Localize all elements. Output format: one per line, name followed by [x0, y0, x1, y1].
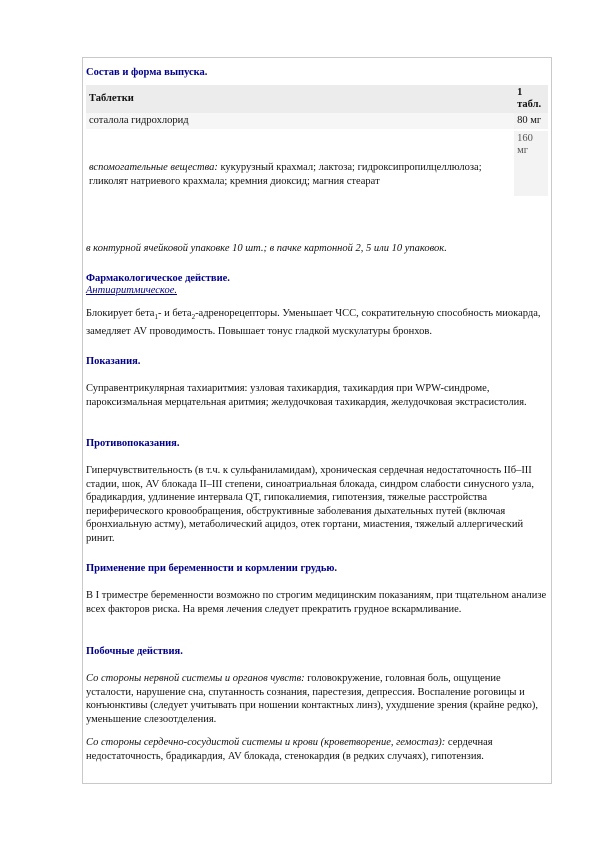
- excipients-text: кукурузный крахмал; лактоза; гидроксипропилцеллюлоза; гликолят натриевого крахмала; кремния диоксид; магния стеарат: [89, 162, 482, 187]
- contraindications-text: Гиперчувствительность (в т.ч. к сульфаниламидам), хроническая сердечная недостаточность IIб–III стадии, шок, AV блокада II–III степени, синоатриальная блокада, синдром слабости синусного узла, брадикардия, удлинение интервала QT, гипокалиемия, гипотензия, тяжелые расстройства периферического кровообращения, обструктивные заболевания дыхательных путей (включая бронхиальную астму), метаболический ацидоз, отек гортани, миастения, тяжелый аллергический ринит.: [86, 465, 534, 544]
- table-row: [86, 113, 548, 131]
- pregnancy-text: В I триместре беременности возможно по строгим медицинским показаниям, при тщательном анализе всех факторов риска. На время лечения следует прекратить грудное вскармливание.: [86, 590, 547, 615]
- packaging-text: в контурной ячейковой упаковке 10 шт.; в пачке картонной 2, 5 или 10 упаковок.: [86, 243, 447, 254]
- header-form: Таблетки: [86, 85, 514, 113]
- cardio-label: Со стороны сердечно-сосудистой системы и крови (кроветворение, гемостаз):: [86, 737, 446, 748]
- contraindications-heading: Противопоказания.: [86, 438, 180, 449]
- side-effects-cardio: [86, 736, 548, 763]
- side-effects-section: [86, 645, 548, 763]
- header-quantity: 1 табл.: [514, 85, 548, 113]
- pharm-group-link[interactable]: Антиаритмическое.: [86, 285, 177, 296]
- dose-160: 160 мг: [514, 131, 548, 196]
- composition-heading: Состав и форма выпуска.: [86, 67, 208, 78]
- cardio-text: сердечная недостаточность, брадикардия, AV блокада, стенокардия (в редких случаях), гипотензия.: [86, 737, 493, 762]
- nervous-label: Со стороны нервной системы и органов чувств:: [86, 673, 305, 684]
- indications-heading: Показания.: [86, 356, 141, 367]
- document-frame: [82, 57, 552, 784]
- pregnancy-section: [86, 562, 548, 616]
- nervous-text: головокружение, головная боль, ощущение усталости, нарушение сна, спутанность сознания, парестезия, депрессия. Воспаление роговицы и конъюнктивы (следует учитывать при ношении контактных линз), ухудшение зрения (крайне редко), уменьшение слезоотделения.: [86, 673, 539, 725]
- packaging-section: [86, 242, 548, 256]
- pregnancy-heading: Применение при беременности и кормлении грудью.: [86, 563, 338, 574]
- excipients-label: вспомогательные вещества:: [89, 162, 218, 173]
- side-effects-nervous: [86, 672, 548, 726]
- pharm-action-section: [86, 272, 548, 338]
- composition-table: [86, 85, 548, 196]
- composition-header-row: [86, 85, 548, 113]
- contraindications-section: [86, 437, 548, 545]
- pharm-action-text: Блокирует бета$_1$- и бета$_2$-адренорецепторы. Уменьшает ЧСС, сократительную способность миокарда, замедляет AV проводимость. Повышает тонус гладкой мускулатуры бронхов.: [86, 308, 541, 337]
- ingredient-name: соталола гидрохлорид: [86, 113, 514, 131]
- pharm-action-heading: Фармакологическое действие.: [86, 273, 230, 284]
- composition-section: [86, 66, 548, 196]
- indications-section: [86, 355, 548, 409]
- table-row: [86, 131, 548, 196]
- indications-text: Суправентрикулярная тахиаритмия: узловая тахикардия, тахикардия при WPW-синдроме, пароксизмальная мерцательная аритмия; желудочковая тахикардия, желудочковая экстрасистолия.: [86, 383, 527, 408]
- excipients-cell: [86, 131, 514, 196]
- side-effects-heading: Побочные действия.: [86, 646, 183, 657]
- dose-80: 80 мг: [514, 113, 548, 131]
